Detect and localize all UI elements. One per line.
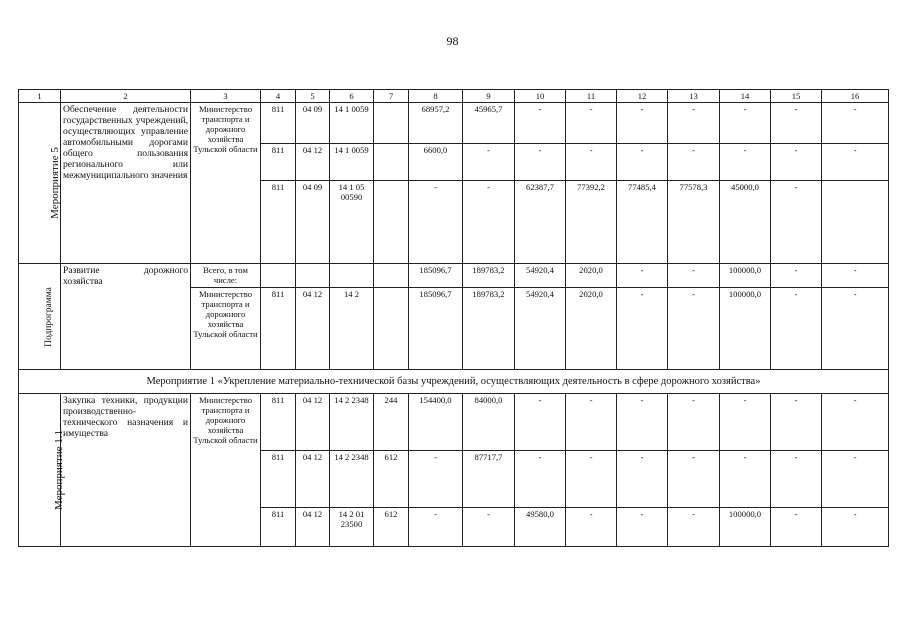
table-cell: 2020,0 xyxy=(566,264,617,288)
table-cell: 14 2 2348 xyxy=(330,451,374,508)
column-header: 13 xyxy=(668,90,720,103)
row-group-label xyxy=(19,264,61,370)
column-header: 8 xyxy=(409,90,463,103)
table-cell: 811 xyxy=(261,288,296,369)
table-cell: - xyxy=(771,180,822,263)
table-cell: 04 12 xyxy=(296,288,330,369)
table-cell: - xyxy=(668,508,720,547)
table-cell: 45965,7 xyxy=(463,103,515,144)
header-row xyxy=(19,90,889,103)
table-cell: Всего, в том числе: xyxy=(191,264,261,288)
column-header: 4 xyxy=(261,90,296,103)
table-cell: - xyxy=(617,451,668,508)
table-cell: 189783,2 xyxy=(463,264,515,288)
table-cell: 244 xyxy=(374,394,409,451)
table-cell: 811 xyxy=(261,394,296,451)
table-cell: 811 xyxy=(261,143,296,180)
table-cell: 185096,7 xyxy=(409,264,463,288)
table-cell: 811 xyxy=(261,103,296,144)
column-header: 2 xyxy=(61,90,191,103)
table-cell: - xyxy=(617,288,668,369)
section-title-row xyxy=(19,369,889,393)
column-header: 9 xyxy=(463,90,515,103)
table-cell: 77485,4 xyxy=(617,180,668,263)
table-cell: - xyxy=(515,394,566,451)
table-cell xyxy=(374,143,409,180)
table-cell: - xyxy=(668,451,720,508)
table-cell: 2020,0 xyxy=(566,288,617,369)
column-header: 14 xyxy=(720,90,771,103)
column-header: 10 xyxy=(515,90,566,103)
table-cell xyxy=(261,264,296,288)
table-cell: 14 1 0059 xyxy=(330,143,374,180)
table-cell: - xyxy=(720,451,771,508)
table-cell: 14 2 01 23500 xyxy=(330,508,374,547)
table-row xyxy=(19,264,889,288)
table-cell: Министерство транспорта и дорожного хозяйства Тульской области xyxy=(191,103,261,264)
table-cell: - xyxy=(617,143,668,180)
table-cell: 14 2 2348 xyxy=(330,394,374,451)
column-header: 15 xyxy=(771,90,822,103)
table-cell: 04 12 xyxy=(296,508,330,547)
table-cell: - xyxy=(822,508,889,547)
table-cell: 77392,2 xyxy=(566,180,617,263)
table-cell xyxy=(822,180,889,263)
table-cell: - xyxy=(720,103,771,144)
table-cell: 04 09 xyxy=(296,180,330,263)
table-cell: - xyxy=(668,143,720,180)
table-cell: - xyxy=(822,451,889,508)
table-cell: - xyxy=(463,508,515,547)
table-cell: - xyxy=(566,143,617,180)
table-cell: - xyxy=(515,451,566,508)
table-cell: 14 1 05 00590 xyxy=(330,180,374,263)
table-cell: 100000,0 xyxy=(720,288,771,369)
table-cell: - xyxy=(822,103,889,144)
row-group-label xyxy=(19,103,61,264)
row-group-label xyxy=(19,394,65,547)
table-cell: 14 1 0059 xyxy=(330,103,374,144)
table-cell: Обеспечение деятельности государственных учреждений, осуществляющих управление автомобильными дорогами общего пользования регионального или межмуниципального значения xyxy=(61,103,191,264)
table-cell: 612 xyxy=(374,508,409,547)
table-cell: - xyxy=(566,103,617,144)
table-cell: - xyxy=(566,508,617,547)
table-cell: - xyxy=(771,508,822,547)
table-cell xyxy=(330,264,374,288)
table-row xyxy=(19,103,889,144)
table-cell: - xyxy=(515,103,566,144)
table-cell: 6600,0 xyxy=(409,143,463,180)
column-header: 1 xyxy=(19,90,61,103)
table-cell: 811 xyxy=(261,180,296,263)
section-title: Мероприятие 1 «Укрепление материально-технической базы учреждений, осуществляющих деятельность в сфере дорожного хозяйства» xyxy=(19,369,889,393)
table-cell: - xyxy=(771,103,822,144)
table-row xyxy=(19,394,889,451)
column-header: 11 xyxy=(566,90,617,103)
table-cell: - xyxy=(668,288,720,369)
table-cell: - xyxy=(566,451,617,508)
table-cell: 04 12 xyxy=(296,143,330,180)
table-cell xyxy=(374,103,409,144)
table-cell: - xyxy=(463,180,515,263)
table-cell: 77578,3 xyxy=(668,180,720,263)
table-cell: 811 xyxy=(261,451,296,508)
table-cell: - xyxy=(515,143,566,180)
table-cell: Развитие дорожного хозяйства xyxy=(61,264,191,370)
table-cell: - xyxy=(617,103,668,144)
table-cell: 811 xyxy=(261,508,296,547)
table-cell: - xyxy=(668,394,720,451)
table-cell: Министерство транспорта и дорожного хозяйства Тульской области xyxy=(191,288,261,369)
table-cell: - xyxy=(409,451,463,508)
column-header: 12 xyxy=(617,90,668,103)
table-cell: - xyxy=(771,264,822,288)
table-cell: 45000,0 xyxy=(720,180,771,263)
table-cell: 14 2 xyxy=(330,288,374,369)
table-cell xyxy=(374,180,409,263)
table-cell: 189783,2 xyxy=(463,288,515,369)
table-cell: - xyxy=(720,394,771,451)
table-cell: - xyxy=(617,394,668,451)
table-cell: 612 xyxy=(374,451,409,508)
table-cell: - xyxy=(566,394,617,451)
table-cell: - xyxy=(771,394,822,451)
table-cell: 04 09 xyxy=(296,103,330,144)
table-cell: 62387,7 xyxy=(515,180,566,263)
column-header: 16 xyxy=(822,90,889,103)
table-cell: Министерство транспорта и дорожного хозяйства Тульской области xyxy=(191,394,261,547)
table-cell: 04 12 xyxy=(296,451,330,508)
table-cell: - xyxy=(463,143,515,180)
table-cell: - xyxy=(720,143,771,180)
table-cell: 68957,2 xyxy=(409,103,463,144)
table-cell: - xyxy=(822,394,889,451)
table-cell: 154400,0 xyxy=(409,394,463,451)
table-cell: - xyxy=(771,288,822,369)
table-cell xyxy=(374,288,409,369)
table-cell: 185096,7 xyxy=(409,288,463,369)
row-group-label-text: Подпрограмма xyxy=(43,287,54,347)
table-cell: - xyxy=(822,143,889,180)
table-cell: 54920,4 xyxy=(515,288,566,369)
column-header: 3 xyxy=(191,90,261,103)
column-header: 6 xyxy=(330,90,374,103)
table-cell: - xyxy=(822,264,889,288)
table-cell: 49580,0 xyxy=(515,508,566,547)
table-cell xyxy=(374,264,409,288)
budget-table xyxy=(18,89,889,547)
table-cell: - xyxy=(771,451,822,508)
column-header: 7 xyxy=(374,90,409,103)
column-header: 5 xyxy=(296,90,330,103)
table-cell: 84000,0 xyxy=(463,394,515,451)
table-cell: 100000,0 xyxy=(720,264,771,288)
page-number: 98 xyxy=(446,34,459,48)
table-cell: 87717,7 xyxy=(463,451,515,508)
row-group-label-text: Мероприятие 1.1 xyxy=(52,430,65,511)
table-cell: - xyxy=(668,264,720,288)
table-cell: Закупка техники, продукции производственно-технического назначения и имущества xyxy=(61,394,191,547)
table-cell: - xyxy=(822,288,889,369)
table-cell: - xyxy=(668,103,720,144)
table-cell: - xyxy=(617,508,668,547)
table-cell: - xyxy=(617,264,668,288)
table-cell: 04 12 xyxy=(296,394,330,451)
table-cell xyxy=(296,264,330,288)
table-cell: - xyxy=(771,143,822,180)
row-group-label-text: Мероприятие 5 xyxy=(48,147,61,219)
table-cell: 54920,4 xyxy=(515,264,566,288)
table-cell: - xyxy=(409,508,463,547)
table-cell: - xyxy=(409,180,463,263)
table-cell: 100000,0 xyxy=(720,508,771,547)
